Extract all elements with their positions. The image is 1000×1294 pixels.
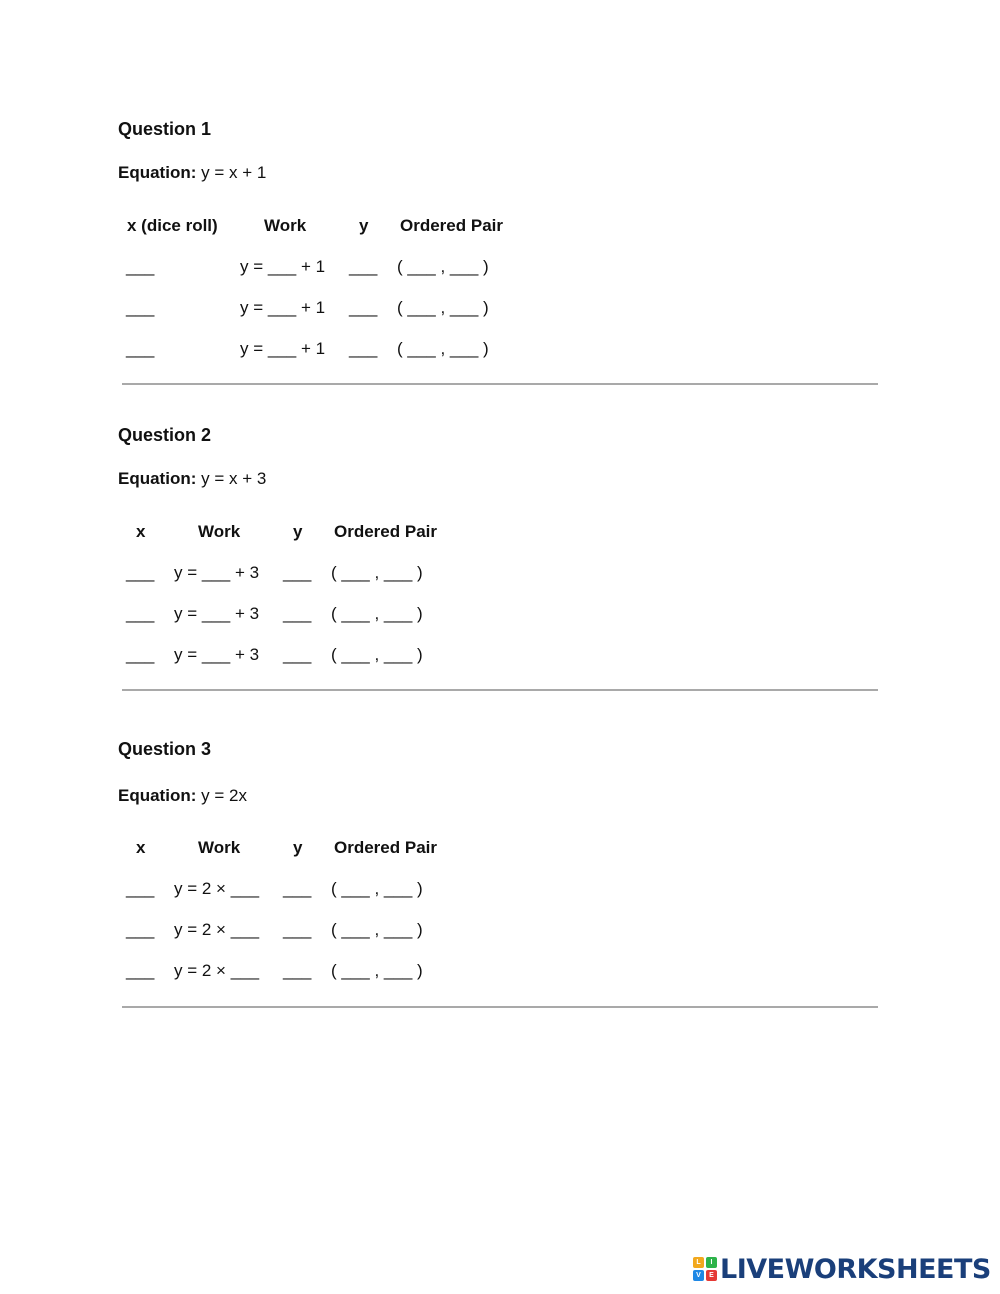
y-blank[interactable]: ___: [283, 645, 312, 664]
work-expression[interactable]: y = 2 × ___: [174, 961, 260, 980]
logo-mark-e: E: [706, 1270, 717, 1281]
y-blank[interactable]: ___: [349, 257, 378, 276]
ordered-pair-blank[interactable]: ( ___ , ___ ): [397, 257, 489, 276]
question-2-title: Question 2: [118, 425, 212, 445]
header-work: Work: [198, 522, 241, 541]
x-blank[interactable]: ___: [126, 604, 155, 623]
work-expression[interactable]: y = ___ + 3: [174, 604, 260, 623]
y-blank[interactable]: ___: [283, 961, 312, 980]
work-expression[interactable]: y = ___ + 1: [240, 339, 326, 358]
x-blank[interactable]: ___: [126, 339, 155, 358]
equation-label: Equation:: [118, 469, 197, 488]
x-blank[interactable]: ___: [126, 298, 155, 317]
y-blank[interactable]: ___: [283, 879, 312, 898]
work-expression[interactable]: y = 2 × ___: [174, 920, 260, 939]
logo-text: LIVEWORKSHEETS: [720, 1253, 991, 1285]
work-expression[interactable]: y = 2 × ___: [174, 879, 260, 898]
header-y: y: [293, 522, 303, 541]
equation-value: y = x + 3: [201, 469, 267, 488]
question-3-equation: [118, 786, 247, 806]
x-blank[interactable]: ___: [126, 645, 155, 664]
header-ordered-pair: Ordered Pair: [334, 838, 437, 857]
x-blank[interactable]: ___: [126, 879, 155, 898]
y-blank[interactable]: ___: [283, 920, 312, 939]
header-x: x (dice roll): [127, 216, 218, 235]
question-2-equation: [118, 469, 266, 489]
work-expression[interactable]: y = ___ + 1: [240, 257, 326, 276]
equation-label: Equation:: [118, 786, 197, 805]
header-x: x: [136, 522, 146, 541]
header-ordered-pair: Ordered Pair: [334, 522, 437, 541]
question-1-title: Question 1: [118, 119, 212, 139]
x-blank[interactable]: ___: [126, 257, 155, 276]
ordered-pair-blank[interactable]: ( ___ , ___ ): [331, 879, 423, 898]
liveworksheets-logo: [693, 1254, 991, 1284]
y-blank[interactable]: ___: [349, 298, 378, 317]
equation-value: y = x + 1: [201, 163, 267, 182]
header-work: Work: [198, 838, 241, 857]
ordered-pair-blank[interactable]: ( ___ , ___ ): [331, 920, 423, 939]
y-blank[interactable]: ___: [283, 563, 312, 582]
ordered-pair-blank[interactable]: ( ___ , ___ ): [331, 604, 423, 623]
ordered-pair-blank[interactable]: ( ___ , ___ ): [331, 961, 423, 980]
header-ordered-pair: Ordered Pair: [400, 216, 503, 235]
question-1-equation: [118, 163, 266, 183]
ordered-pair-blank[interactable]: ( ___ , ___ ): [397, 298, 489, 317]
question-3-title: Question 3: [118, 739, 212, 759]
header-y: y: [293, 838, 303, 857]
header-y: y: [359, 216, 369, 235]
logo-mark-i: I: [706, 1257, 717, 1268]
liveworksheets-logo-icon: [693, 1257, 717, 1281]
divider: [122, 383, 878, 385]
y-blank[interactable]: ___: [349, 339, 378, 358]
header-work: Work: [264, 216, 307, 235]
work-expression[interactable]: y = ___ + 3: [174, 563, 260, 582]
logo-mark-l: L: [693, 1257, 704, 1268]
header-x: x: [136, 838, 146, 857]
ordered-pair-blank[interactable]: ( ___ , ___ ): [331, 563, 423, 582]
divider: [122, 1006, 878, 1008]
equation-value: y = 2x: [201, 786, 247, 805]
x-blank[interactable]: ___: [126, 920, 155, 939]
work-expression[interactable]: y = ___ + 3: [174, 645, 260, 664]
ordered-pair-blank[interactable]: ( ___ , ___ ): [331, 645, 423, 664]
equation-label: Equation:: [118, 163, 197, 182]
x-blank[interactable]: ___: [126, 961, 155, 980]
work-expression[interactable]: y = ___ + 1: [240, 298, 326, 317]
logo-mark-v: V: [693, 1270, 704, 1281]
y-blank[interactable]: ___: [283, 604, 312, 623]
ordered-pair-blank[interactable]: ( ___ , ___ ): [397, 339, 489, 358]
divider: [122, 689, 878, 691]
x-blank[interactable]: ___: [126, 563, 155, 582]
